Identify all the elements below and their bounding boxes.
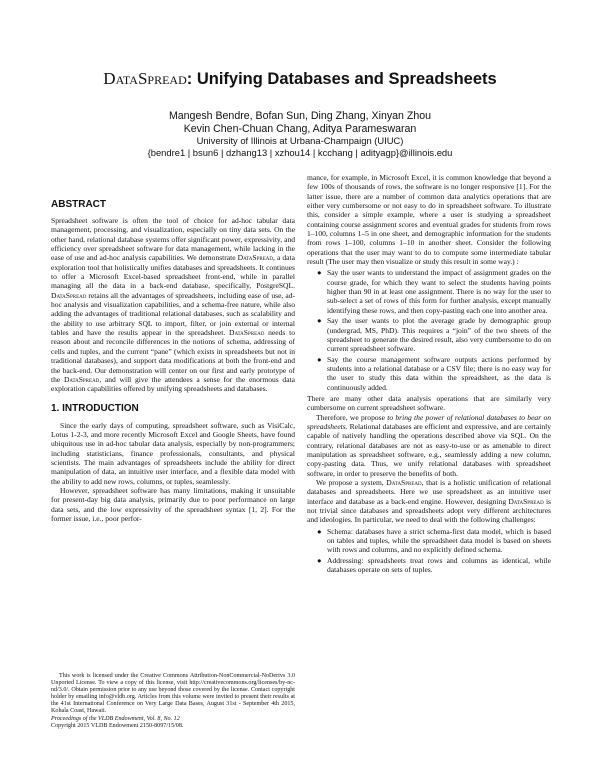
right-paragraph-3: Therefore, we propose to bring the power of relational databases to bear on spreadsheets. Relational databases are efficient and expressive, and are certainly capable of natively handling the operations described above via SQL. On the contrary, relational databases are not as easy-to-use or as amenable to direct manipulation as spreadsheet software, e.g., seamlessly adding a new column, copy-pasting data. Thus, we unify relational databases with spreadsheet software, in order to preserve the benefits of both. <box>307 412 551 478</box>
list-item: ● Schema: databases have a strict schema-first data model, which is based on tables and tuples, while the spreadsheet data model is based on sheets with rows and columns, and no explicitly defined schema. <box>317 526 551 555</box>
operations-list <box>307 268 551 391</box>
affiliation: University of Illinois at Urbana-Champaign (UIUC) <box>196 135 404 147</box>
list-item: ● Say the user wants to understand the impact of assignment grades on the course grade, for which they want to select the students having points higher than 90 in at least one assignment. There is no way for the user to sub-select a set of rows of this form for further analysis, except manually identifying these rows, and then copy-pasting each one into another area. <box>317 268 551 315</box>
license-note: This work is licensed under the Creative Commons Attribution-NonCommercial-NoDerivs 3.0 Unported License. To view a copy of this license, visit http://creativecommons.org/licenses/by-nc-nd/3.0/. Obtain permission prior to any use beyond those covered by the license. Contact copyright holder by emailing info@vldb.org. Articles from this volume were invited to present their results at the 41st International Conference on Very Large Data Bases, August 31st - September 4th 2015, Kohala Coast, Hawaii. <box>51 673 295 715</box>
right-paragraph-2: There are many other data analysis operations that are similarly very cumbersome on current spreadsheet software. <box>307 393 551 413</box>
intro-paragraph-2: However, spreadsheet software has many limitations, making it unsuitable for present-day big data analysis, primarily due to poor performance on large data sets, and the low expressivity of the spreadsheet syntax [1, 2]. For the former issue, i.e., poor perfor- <box>51 485 295 523</box>
footnote-block <box>51 673 295 730</box>
list-item: ● Addressing: spreadsheets treat rows and columns as identical, while databases operate on sets of tuples. <box>317 555 551 575</box>
paper-title <box>0 69 600 89</box>
title-product-name: DataSpread <box>103 69 187 88</box>
copyright-note: Copyright 2015 VLDB Endowment 2150-8097/15/08. <box>51 722 184 729</box>
author-line-1: Mangesh Bendre, Bofan Sun, Ding Zhang, Xinyan Zhou <box>168 110 432 122</box>
list-item: ● Say the course management software outputs actions performed by students into a relational database or a CSV file; there is no easy way for the user to study this data within the spreadsheet, as the data is continuously added. <box>317 354 551 392</box>
introduction-heading: 1. INTRODUCTION <box>51 402 139 414</box>
abstract-text: Spreadsheet software is often the tool of choice for ad-hoc tabular data management, processing, and visualization, especially on tiny data sets. On the other hand, relational database systems offer significant power, expressivity, and efficiency over spreadsheet software for data management, while lacking in the ease of use and ad-hoc analysis capabilities. We demonstrate DataSpread, a data exploration tool that holistically unifies databases and spreadsheets. It continues to offer a Microsoft Excel-based spreadsheet front-end, while in parallel managing all the data in a back-end database, specifically, PostgreSQL. DataSpread retains all the advantages of spreadsheets, including ease of use, ad-hoc analysis and visualization capabilities, and a schema-free nature, while also adding the advantages of traditional relational databases, such as scalability and the ability to use arbitrary SQL to import, filter, or join external or internal tables and have the results appear in the spreadsheet. DataSpread needs to reason about and reconcile differences in the notions of schema, addressing of cells and tuples, and the current “pane” (which exists in spreadsheets but not in traditional databases), and support data modifications at both the front-end and the back-end. Our demonstration will center on our first and early prototype of the DataSpread, and will give the attendees a sense for the enormous data exploration capabilities offered by unifying spreadsheets and databases. <box>51 216 295 394</box>
author-line-2: Kevin Chen-Chuan Chang, Aditya Parameswaran <box>183 122 417 135</box>
right-paragraph-4: We propose a system, DataSpread, that is a holistic unification of relational databases and spreadsheets. Here we use spreadsheet as an intuitive user interface and database as a back-end engine. However, designing DataSpread is not trivial since databases and spreadsheets adopt very different architectures and ideologies. In particular, we need to deal with the following challenges: <box>307 478 551 525</box>
proceedings-note: Proceedings of the VLDB Endowment, Vol. 8, No. 12 <box>51 715 180 722</box>
title-rest: : Unifying Databases and Spreadsheets <box>186 70 497 88</box>
right-paragraph-1: mance, for example, in Microsoft Excel, it is common knowledge that beyond a few 100s of thousands of rows, the software is no longer responsive [1]. For the latter issue, there are a number of common data analytics operations that are either very cumbersome or not easy to do in spreadsheet software. To illustrate this, consider a simple example, where a user is studying a spreadsheet containing course assignment scores and eventual grades for students from rows 1–100, columns 1–5 in one sheet, and demographic information for the students from rows 1–100, columns 1–10 in another sheet. Consider the following operations that the user may want to do to compute some intermediate tabular result (The user may then visualize or study this result in some way.) : <box>307 173 551 267</box>
left-column <box>51 196 295 523</box>
challenges-list <box>307 527 551 575</box>
author-emails: {bendre1 | bsun6 | dzhang13 | xzhou14 | kcchang | adityagp}@illinois.edu <box>147 146 453 158</box>
abstract-heading: ABSTRACT <box>51 199 106 210</box>
intro-paragraph-1: Since the early days of computing, spreadsheet software, such as VisiCalc, Lotus 1-2-3, and more recently Microsoft Excel and Google Sheets, have found ubiquitous use in ad-hoc tabular data analysis, especially by non-programmers; including statisticians, finance professionals, consultants, and physical scientists. The main advantages of spreadsheets include the ability for direct manipulation of data, an intuitive user interface, and a flexible data model with the ability to add new rows, columns, or tuples, seamlessly. <box>51 420 295 486</box>
list-item: ● Say the user wants to plot the average grade by demographic group (undergrad, MS, PhD). This requires a “join” of the two sheets of the spreadsheet to generate the desired result, also very cumbersome to do on current spreadsheet software. <box>317 316 551 354</box>
author-block <box>0 110 600 158</box>
right-column <box>307 173 551 576</box>
